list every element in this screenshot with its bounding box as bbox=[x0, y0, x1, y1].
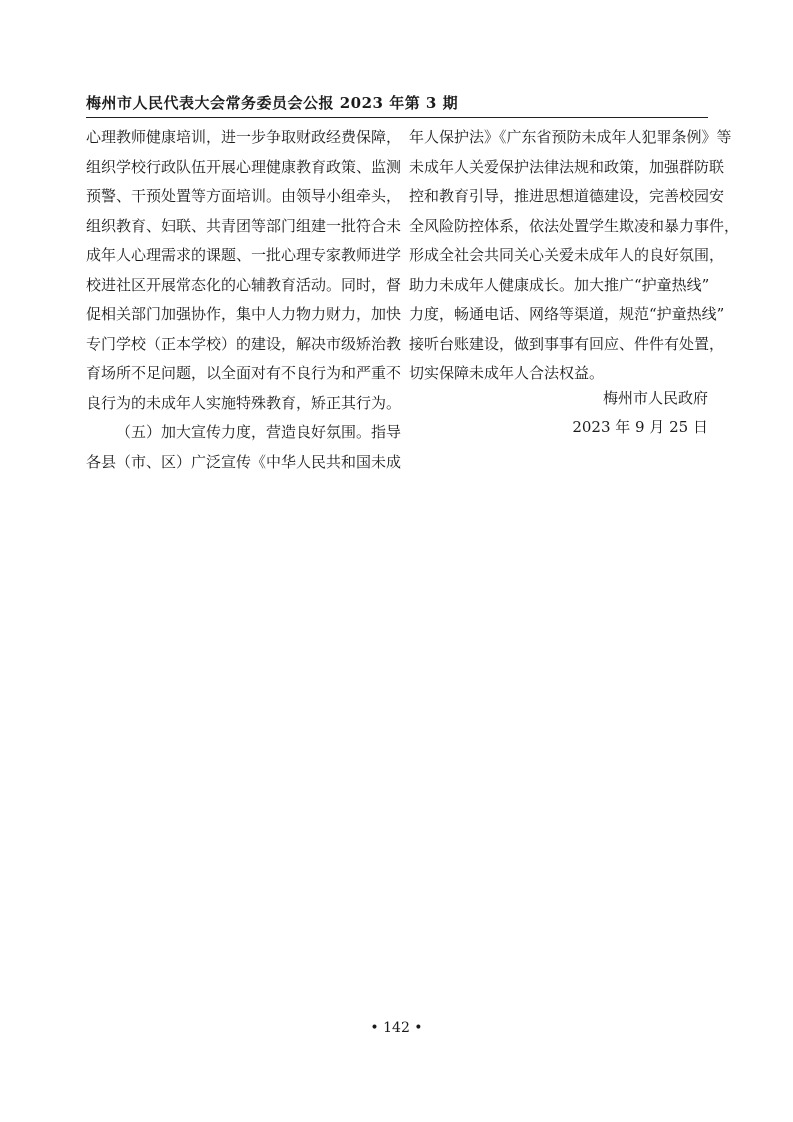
section-text: 指导 bbox=[371, 423, 402, 441]
paragraph-line: 年人保护法》《广东省预防未成年人犯罪条例》等 bbox=[409, 128, 732, 146]
page-number: • 142 • bbox=[370, 1020, 423, 1036]
paragraph-line: 促相关部门加强协作，集中人力物力财力，加快 bbox=[86, 305, 402, 323]
paragraph-line: 未成年人关爱保护法律法规和政策，加强群防联 bbox=[409, 157, 725, 176]
paragraph-line: 控和教育引导，推进思想道德建设，完善校园安 bbox=[409, 187, 725, 205]
paragraph-line: 育场所不足问题，以全面对有不良行为和严重不 bbox=[86, 364, 402, 382]
section-heading: （五）加大宣传力度，营造良好氛围。 bbox=[116, 423, 372, 441]
signature-organization: 梅州市人民政府 bbox=[602, 389, 708, 407]
paragraph-line: 接听台账建设，做到事事有回应、件件有处置， bbox=[409, 334, 725, 353]
signature-date: 2023 年 9 月 25 日 bbox=[572, 418, 708, 436]
left-column bbox=[86, 123, 402, 477]
paragraph-line: 形成全社会共同关心关爱未成年人的良好氛围， bbox=[409, 246, 725, 264]
paragraph-line: 良行为的未成年人实施特殊教育，矫正其行为。 bbox=[86, 393, 402, 412]
paragraph-line: 组织学校行政队伍开展心理健康教育政策、监测 bbox=[86, 157, 402, 176]
paragraph-line: 力度，畅通电话、网络等渠道，规范“护童热线” bbox=[409, 305, 725, 323]
header-divider bbox=[86, 117, 708, 118]
paragraph-line: 各县（市、区）广泛宣传《中华人民共和国未成 bbox=[86, 452, 402, 471]
paragraph-line: 切实保障未成年人合法权益。 bbox=[409, 364, 605, 382]
paragraph-line: 成年人心理需求的课题、一批心理专家教师进学 bbox=[86, 246, 402, 264]
paragraph-line: 校进社区开展常态化的心辅教育活动。同时，督 bbox=[86, 275, 402, 294]
paragraph-line: 预警、干预处置等方面培训。由领导小组牵头， bbox=[86, 187, 402, 205]
paragraph-line: 助力未成年人健康成长。加大推广“护童热线” bbox=[409, 275, 710, 294]
paragraph-line: 全风险防控体系，依法处置学生欺凌和暴力事件， bbox=[409, 216, 740, 235]
paragraph-line: 专门学校（正本学校）的建设，解决市级矫治教 bbox=[86, 334, 402, 353]
page-header: 梅州市人民代表大会常务委员会公报 2023 年第 3 期 bbox=[86, 94, 459, 112]
section-heading-line bbox=[86, 418, 402, 448]
right-column bbox=[409, 123, 740, 389]
paragraph-line: 组织教育、妇联、共青团等部门组建一批符合未 bbox=[86, 216, 402, 235]
paragraph-line: 心理教师健康培训，进一步争取财政经费保障， bbox=[86, 128, 402, 146]
